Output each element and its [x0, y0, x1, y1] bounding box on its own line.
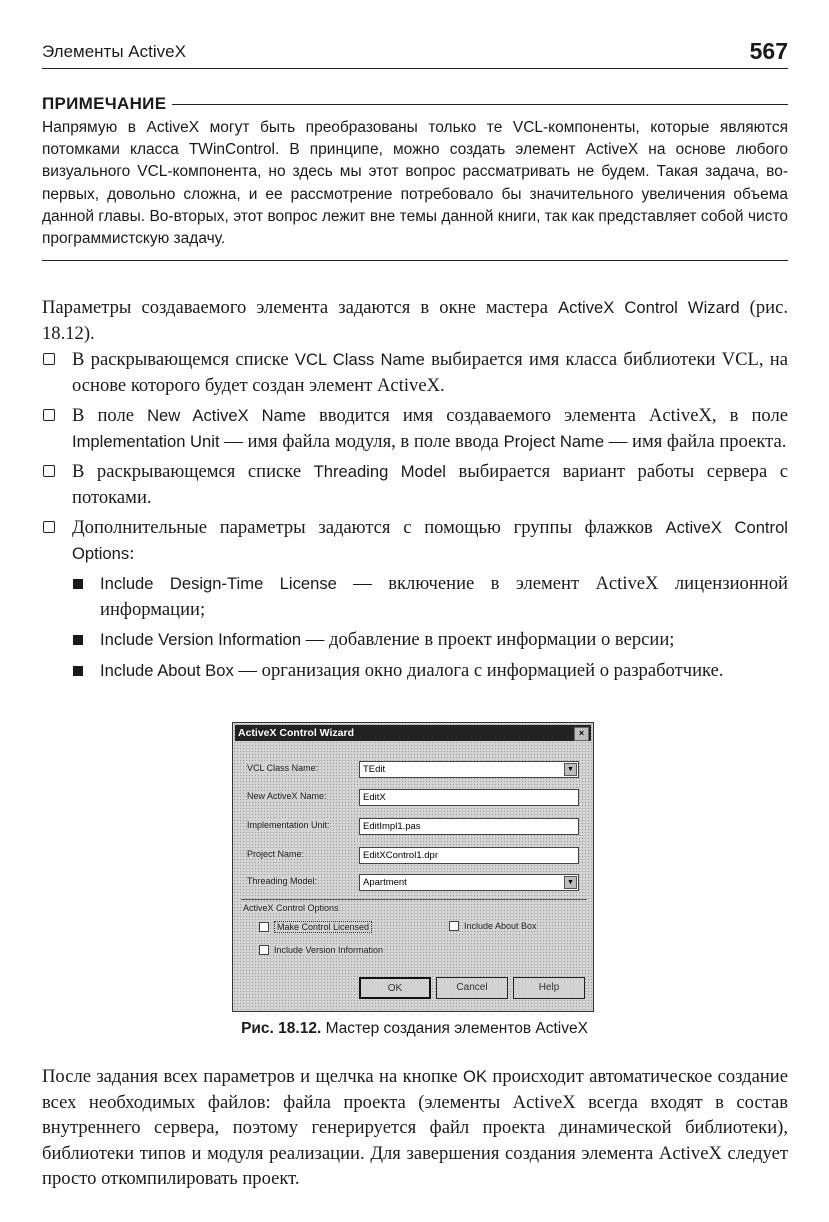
- make-control-licensed-checkbox[interactable]: [259, 921, 372, 933]
- checkbox-icon[interactable]: [259, 945, 269, 955]
- include-version-information-checkbox[interactable]: [259, 945, 383, 955]
- checkbox-bullet-icon: [43, 409, 55, 421]
- figure-number: Рис. 18.12.: [241, 1020, 322, 1037]
- new-activex-name-label: New ActiveX Name:: [247, 791, 327, 801]
- sublist-term: Include About Box: [100, 660, 234, 680]
- sublist-term: Include Version Information: [100, 630, 302, 649]
- list-text: В раскрывающемся списке: [72, 461, 314, 482]
- list-item: [42, 459, 788, 510]
- list-text: вводится имя создаваемого элемента ActiveX, в поле: [305, 405, 789, 426]
- figure-caption-text: Мастер создания элементов ActiveX: [321, 1020, 588, 1037]
- list-item: [42, 515, 788, 566]
- help-button[interactable]: Help: [513, 977, 585, 999]
- ok-button[interactable]: OK: [359, 977, 431, 999]
- sublist-term: Include Design-Time License: [100, 574, 337, 593]
- dropdown-arrow-icon[interactable]: ▼: [564, 876, 577, 889]
- vcl-class-name-combo[interactable]: [359, 761, 579, 778]
- sublist-item: [42, 571, 788, 622]
- vcl-class-name-value: TEdit: [363, 764, 386, 775]
- list-text: Дополнительные параметры задаются с помощью группы флажков: [72, 517, 666, 538]
- page-number: 567: [749, 38, 788, 64]
- implementation-unit-input[interactable]: EditImpl1.pas: [359, 818, 579, 835]
- list-text: выбирается вариант работы сервера с потоками.: [72, 461, 788, 508]
- checkbox-bullet-icon: [43, 465, 55, 477]
- note-heading: ПРИМЕЧАНИЕ: [42, 94, 167, 113]
- intro-text: Параметры создаваемого элемента задаются в окне мастера: [42, 297, 559, 318]
- include-about-box-label: Include About Box: [464, 921, 537, 931]
- threading-model-value: Apartment: [363, 877, 407, 888]
- list-term: Project Name: [503, 431, 605, 451]
- sublist-item: [42, 658, 788, 684]
- project-name-input[interactable]: EditXControl1.dpr: [359, 847, 579, 864]
- threading-model-label: Threading Model:: [247, 876, 318, 886]
- figure-caption: [0, 1020, 829, 1038]
- include-version-information-label: Include Version Information: [274, 945, 384, 955]
- dropdown-arrow-icon[interactable]: ▼: [564, 763, 577, 776]
- threading-model-combo[interactable]: [359, 874, 579, 891]
- closing-paragraph: [42, 1064, 788, 1192]
- intro-text-end: (рис. 18.12).: [42, 297, 788, 344]
- list-term: New ActiveX Name: [147, 406, 306, 425]
- note-bottom-rule: [42, 260, 788, 261]
- dialog-title-bar: [235, 725, 591, 741]
- list-text: — имя файла модуля, в поле ввода: [219, 430, 504, 452]
- closing-text: После задания всех параметров и щелчка на кнопке: [42, 1066, 464, 1087]
- sublist-text: — организация окно диалога с информацией о разработчике.: [233, 659, 724, 681]
- list-term: Threading Model: [313, 462, 446, 481]
- square-bullet-icon: [73, 579, 83, 589]
- close-icon[interactable]: ×: [574, 727, 589, 741]
- dialog-title: ActiveX Control Wizard: [238, 727, 355, 739]
- checkbox-icon[interactable]: [449, 921, 459, 931]
- square-bullet-icon: [73, 666, 83, 676]
- list-text: В раскрывающемся списке: [72, 349, 295, 370]
- list-term: VCL Class Name: [294, 350, 425, 369]
- activex-wizard-dialog: [232, 722, 594, 1012]
- list-term: ActiveX Control Options: [72, 518, 788, 563]
- list-text: — имя файла проекта.: [604, 430, 787, 452]
- closing-term: OK: [463, 1067, 488, 1086]
- sublist-text: — добавление в проект информации о версии;: [301, 629, 675, 650]
- running-header: [42, 38, 788, 69]
- new-activex-name-input[interactable]: EditX: [359, 789, 579, 806]
- checkbox-bullet-icon: [43, 521, 55, 533]
- list-term: Implementation Unit: [72, 431, 220, 451]
- checkbox-bullet-icon: [43, 353, 55, 365]
- note-box: [42, 94, 788, 261]
- options-list: [42, 347, 788, 688]
- project-name-label: Project Name:: [247, 849, 305, 859]
- cancel-button[interactable]: Cancel: [436, 977, 508, 999]
- list-text: В поле: [72, 405, 148, 426]
- checkbox-icon[interactable]: [259, 922, 269, 932]
- include-about-box-checkbox[interactable]: [449, 921, 537, 931]
- sublist-item: [42, 627, 788, 653]
- intro-term: ActiveX Control Wizard: [558, 298, 740, 317]
- list-item: [42, 347, 788, 398]
- note-heading-row: [42, 94, 788, 114]
- vcl-class-name-label: VCL Class Name:: [247, 763, 319, 773]
- list-text: выбирается имя класса библиотеки VCL, на основе которого будет создан элемент ActiveX.: [72, 349, 788, 396]
- sublist-text: — включение в элемент ActiveX лицензионной информации;: [100, 573, 788, 620]
- square-bullet-icon: [73, 635, 83, 645]
- note-text: Напрямую в ActiveX могут быть преобразованы только те VCL-компоненты, которые являются потомками класса TWinControl. В принципе, можно создать элемент ActiveX на основе любого визуального VCL-компонента, но здесь мы этот вопрос рассматривать не будем. Такая задача, во-первых, довольно сложна, и ее рассмотрение потребовало бы значительного увеличения объема данной главы. Во-вторых, этот вопрос лежит вне темы данной книги, так как представляет собой чисто программистскую задачу.: [42, 119, 788, 248]
- list-text: :: [129, 542, 135, 564]
- closing-text-end: происходит автоматическое создание всех необходимых файлов: файла проекта (элементы ActiveX всегда входят в состав внутреннего сервера, поэтому генерируется файл проекта динамической библиотеки), библиотеки типов и модуля реализации. Для завершения создания элемента ActiveX следует просто откомпилировать проект.: [42, 1066, 788, 1189]
- implementation-unit-label: Implementation Unit:: [247, 820, 330, 830]
- make-control-licensed-label: Make Control Licensed: [274, 921, 372, 933]
- list-item: [42, 403, 788, 454]
- options-group-title: ActiveX Control Options: [243, 903, 339, 913]
- intro-paragraph: [42, 295, 788, 346]
- chapter-title: Элементы ActiveX: [42, 42, 186, 61]
- note-heading-rule: [172, 104, 788, 105]
